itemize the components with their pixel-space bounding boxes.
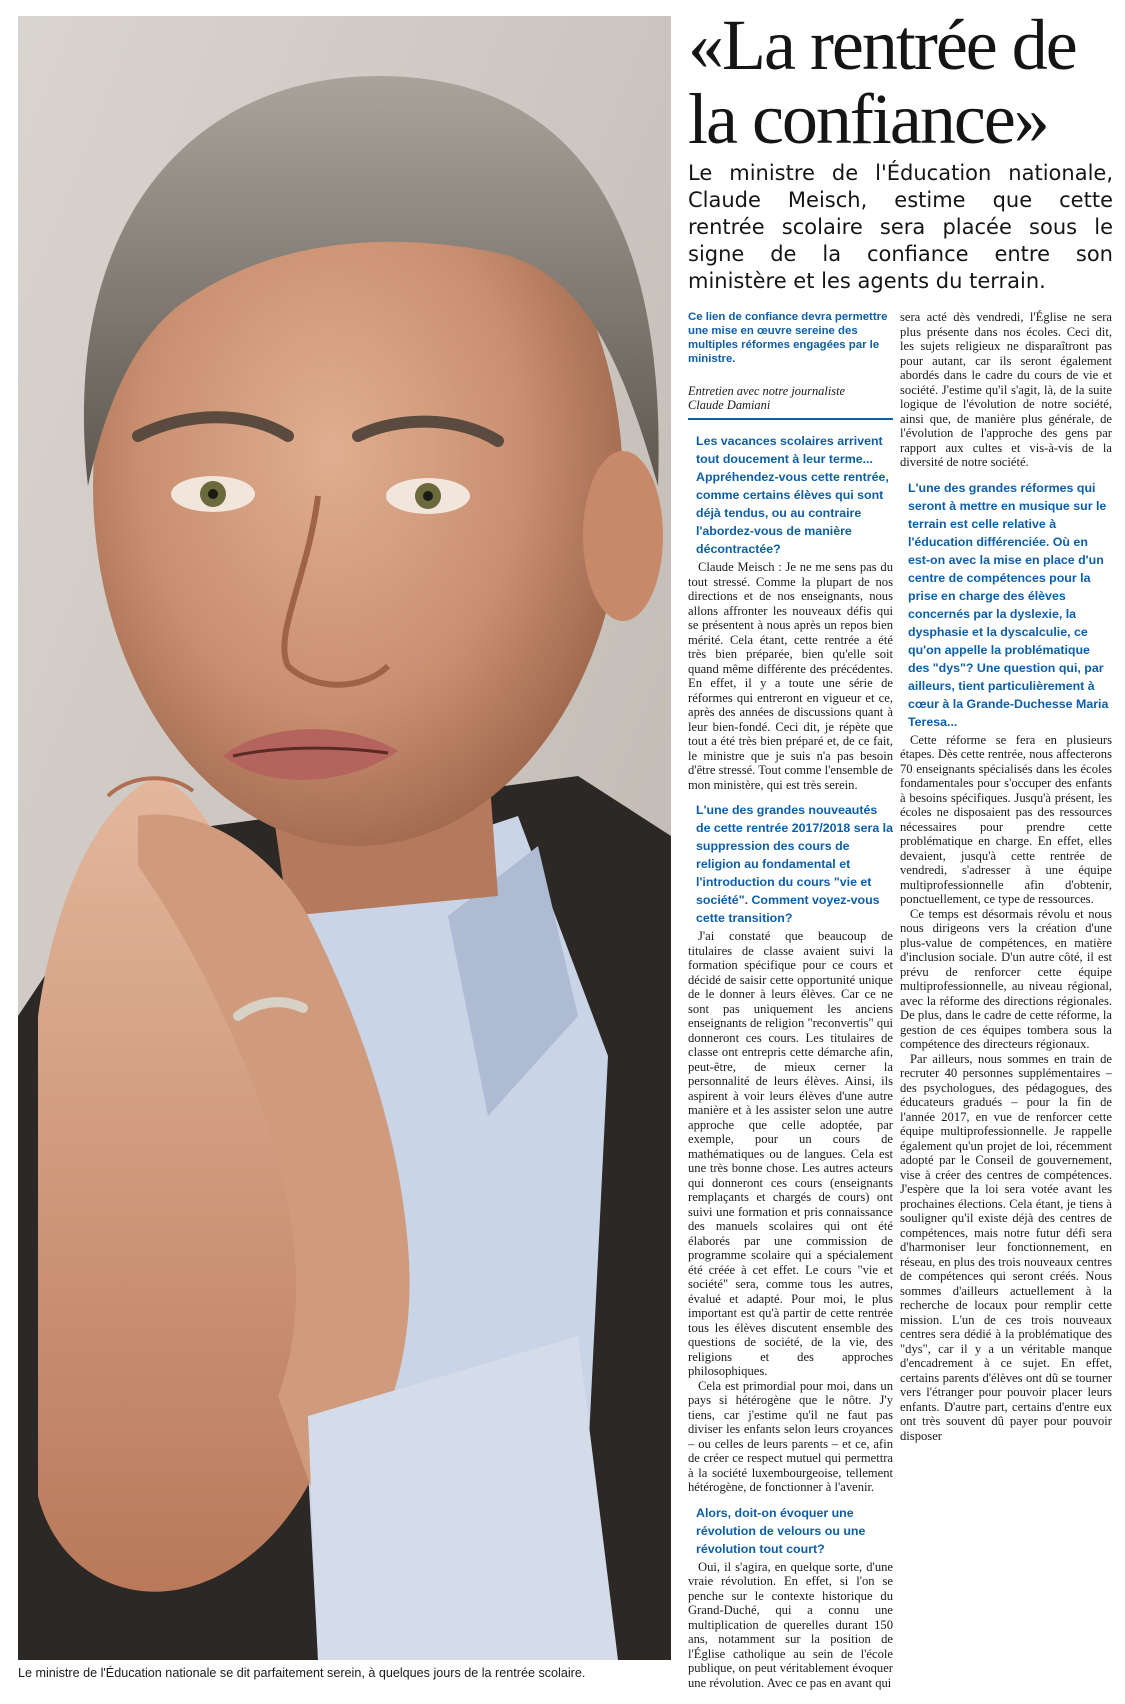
photo-caption: Le ministre de l'Éducation nationale se dit parfaitement serein, à quelques jours de la rentrée scolaire. bbox=[18, 1666, 586, 1680]
byline bbox=[688, 384, 893, 420]
answer-4-continued: Ce temps est désormais révolu et nous nous dirigeons vers la création d'une plus-value de compétences, en matière d'inclusion sociale. D'un autre côté, il est prévu de renforcer cette équipe multiprofessionnelle, au niveau régional, avec la réforme des directions régionales. De plus, dans le cadre de cette réforme, la gestion de ces équipes tombera sous la compétence des directeurs régionaux. bbox=[900, 906, 1112, 1051]
byline-line-1: Entretien avec notre journaliste bbox=[688, 384, 846, 398]
standfirst: Le ministre de l'Éducation nationale, Claude Meisch, estime que cette rentrée scolaire sera placée sous le signe de la confiance entre son ministère et les agents du terrain. bbox=[688, 161, 1113, 293]
question-3: Alors, doit-on évoquer une révolution de velours ou une révolution tout court? bbox=[696, 1505, 866, 1556]
question-2: L'une des grandes nouveautés de cette rentrée 2017/2018 sera la suppression des cours de religion au fondamental et l'introduction du cours "vie et société". Comment voyez-vous cette transition? bbox=[696, 803, 894, 925]
answer-3-continued: sera acté dès vendredi, l'Église ne sera plus présente dans nos écoles. Ceci dit, les sujets religieux ne disparaîtront pas pour autant, car ils seront également abordés dans le cadre du cours de vie et société. J'estime qu'il s'agit, là, de la suite logique de l'évolution de notre société, ainsi que, de manière plus générale, de l'évolution de l'approche des gens par rapport aux cultes et vis-à-vis de la diversité de notre société. bbox=[900, 310, 1112, 469]
answer-3: Oui, il s'agira, en quelque sorte, d'une vraie révolution. En effet, si l'on se penche sur le contexte historique du Grand-Duché, qui a connu une multiplication de querelles durant 150 ans, notamment sur la position de l'Église catholique au sein de l'école publique, on peut véritablement évoquer une révolution. Avec ce pas en avant qui bbox=[688, 1559, 893, 1690]
article-intro: Ce lien de confiance devra permettre une mise en œuvre sereine des multiples réformes engagées par le ministre. bbox=[688, 311, 888, 365]
answer-2-continued: Cela est primordial pour moi, dans un pays si hétérogène que le nôtre. J'y tiens, car j'estime qu'il ne faut pas diviser les enfants selon leurs croyances – ou celles de leurs parents – et ce, afin de créer ce respect mutuel qui permettra à la société luxembourgeoise, tellement hétérogène, de fonctionner à l'avenir. bbox=[688, 1378, 893, 1494]
question-1: Les vacances scolaires arrivent tout doucement à leur terme... Appréhendez-vous cette rentrée, comme certains élèves qui sont déjà tendus, ou au contraire l'abordez-vous de manière décontractée? bbox=[696, 434, 889, 556]
answer-1: Claude Meisch : Je ne me sens pas du tout stressé. Comme la plupart de nos directions et de nos enseignants, nous allons affronter les nouveaux défis qui se présentent à nous après un repos bien mérité. Cela étant, cette rentrée a été très bien préparée, bien qu'elle soit quand même différente des précédentes. En effet, il y a toute une série de réformes qui entreront en vigueur et ce, après des années de discussions quant à leur bien-fondé. Ceci dit, je répète que tout a été très bien préparé et, de ce fait, le ministre que je suis n'a pas besoin d'être stressé. Tout comme l'ensemble de mon ministère, qui est très serein. bbox=[688, 560, 893, 792]
answer-4-final: Par ailleurs, nous sommes en train de recruter 40 personnes supplémentaires – des psychologues, des pédagogues, des éducateurs gradués – pour la fin de l'année 2017, en vue de renforcer cette équipe multiprofessionnelle. Je rappelle également qu'un projet de loi, récemment adopté par le Conseil de gouvernement, vise à créer des centres de compétences. J'espère que la loi sera votée avant les prochaines élections. Cela étant, je tiens à souligner qu'il existe déjà des centres de compétences, mais notre futur défi sera d'harmoniser leur fonctionnement, en réseau, en plus des trois nouveaux centres de compétences qui seront créés. Nous sommes d'ailleurs actuellement à la recherche de locaux pour remplir cette mission. L'un de ces trois nouveaux centres sera dédié à la problématique des "dys", car il y a un véritable manque d'encadrement à ce sujet. En effet, certains parents d'élèves ont dû se tourner vers l'étranger pour pouvoir placer leurs enfants. D'autre part, certains d'entre eux ont très souvent dû payer pour pouvoir disposer bbox=[900, 1051, 1112, 1443]
headline-line-1: «La rentrée de bbox=[688, 5, 1076, 85]
headline-line-2: la confiance» bbox=[688, 79, 1048, 159]
article-column-2 bbox=[900, 310, 1112, 1443]
answer-4: Cette réforme se fera en plusieurs étapes. Dès cette rentrée, nous affecterons 70 enseignants spécialisés dans les écoles fondamentales pour s'occuper des enfants à besoins spécifiques. Jusqu'à présent, les écoles ne disposaient pas des ressources nécessaires pour prendre cette problématique en charge. En effet, elles devaient, jusqu'à cette rentrée de vendredi, s'adresser à une équipe multiprofessionnelle afin d'obtenir, ponctuellement, ce type de ressources. bbox=[900, 732, 1112, 906]
question-4: L'une des grandes réformes qui seront à mettre en musique sur le terrain est celle relative à l'éducation différenciée. Où en est-on avec la mise en place d'un centre de compétences pour la prise en charge des élèves concernés par la dyslexie, la dysphasie et la dyscalculie, ce qu'on appelle la problématique des "dys"? Une question qui, par ailleurs, tient particulièrement à cœur à la Grande-Duchesse Maria Teresa... bbox=[908, 480, 1109, 729]
byline-line-2: Claude Damiani bbox=[688, 398, 771, 412]
article-column-1 bbox=[688, 310, 893, 1690]
minister-photo bbox=[18, 16, 671, 1660]
headline bbox=[688, 5, 1113, 159]
answer-2: J'ai constaté que beaucoup de titulaires de classe avaient suivi la formation spécifique pour ce cours et décidé de saisir cette opportunité unique de le donner à leurs élèves. Car ce ne sont pas uniquement les anciens enseignants de religion "reconvertis" qui donneront ces cours. Les titulaires de classe ont entrepris cette démarche afin, peut-être, de mieux cerner la personnalité de leurs élèves. Ainsi, ils aspirent à voir leurs élèves d'une autre manière et à les assister selon une autre approche que celle adoptée, par exemple, pour un cours de mathématiques ou de langues. Cela est une très bonne chose. Les autres acteurs qui donneront ces cours (enseignants remplaçants et chargés de cours) ont suivi une formation et pris connaissance des manuels scolaires qui ont été élaborés par une commission de programme scolaire qui a spécialement été créée à cet effet. Le cours "vie et société" sera, comme tous les autres, évalué et adapté. Pour moi, le plus important est qu'à partir de cette rentrée tous les élèves discutent ensemble des questions de société, de la vie, des religions et des approches philosophiques. bbox=[688, 929, 893, 1378]
